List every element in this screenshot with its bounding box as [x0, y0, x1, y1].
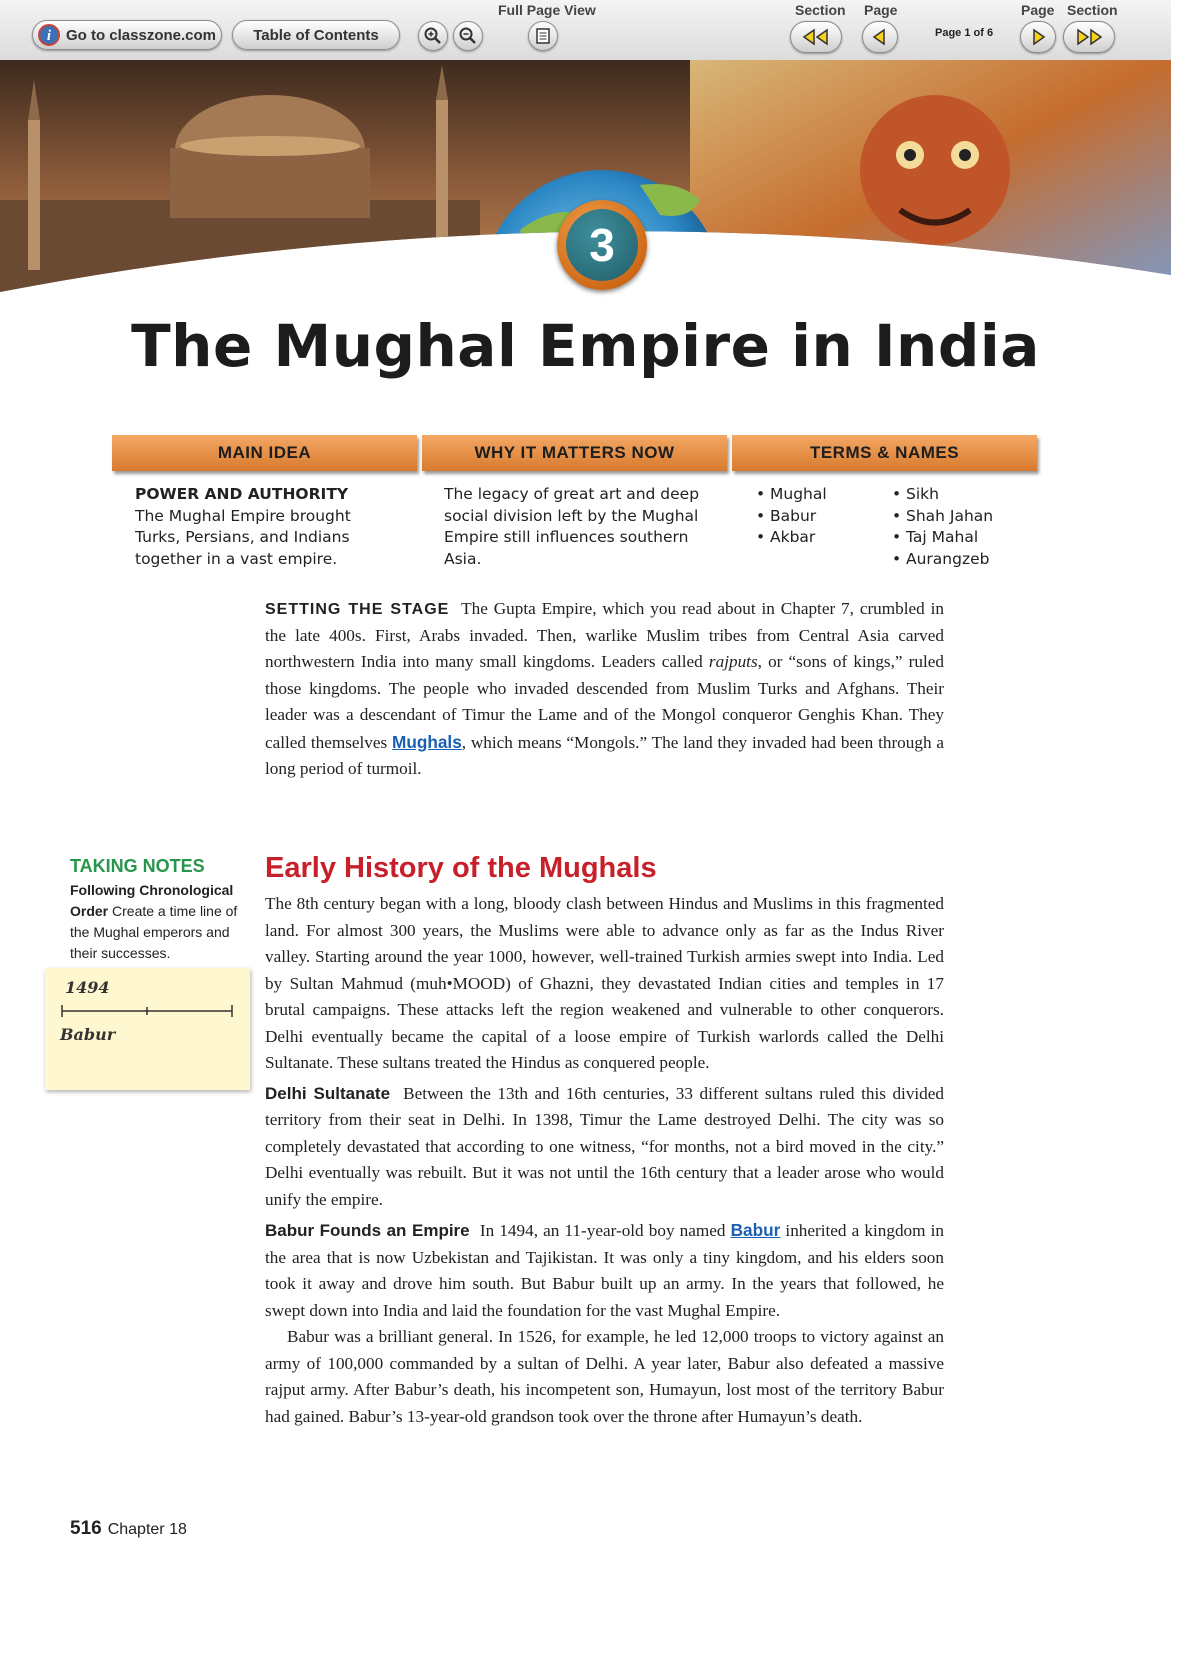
babur-link[interactable]: Babur: [730, 1220, 781, 1240]
zoom-in-icon: [423, 26, 443, 46]
page-label-right: Page: [1021, 2, 1055, 18]
page-indicator: Page 1 of 6: [935, 27, 994, 39]
page-forward-icon: [1028, 28, 1048, 46]
why-it-matters-text: The legacy of great art and deep social division left by the Mughal Empire still influences southern Asia.: [444, 485, 700, 568]
section-forward-icon: [1072, 28, 1106, 46]
babur-text2: inherited a kingdom in the area that is now Uzbekistan and Tajikistan. It was only a tiny kingdom, and his elders soon took it away and drove him south. But Babur built up an army. In the years that followed, he swept down into India and laid the foundation for the vast Mughal Empire.: [265, 1221, 944, 1320]
main-idea-header: MAIN IDEA: [112, 435, 417, 471]
section-back-icon: [799, 28, 833, 46]
chapter-number-badge: [557, 200, 647, 290]
setting-stage-part1: The Gupta Empire, which you read about in Chapter 7, crumbled in the late 400s. First, Arabs invaded. Then, warlike Muslim tribes from Central Asia carved northwestern India into many small kingdoms. Leaders called: [265, 599, 944, 671]
page-title: The Mughal Empire in India: [131, 312, 1040, 380]
delhi-sultanate-text: Between the 13th and 16th centuries, 33 different sultans ruled this divided territory from their seat in Delhi. In 1398, Timur the Lame destroyed Delhi. The city was so completely devastated that according to one witness, “for months, not a bird moved in the city.” Delhi eventually was rebuilt. But it was not until the 16th century that a leader arose who would unify the empire.: [265, 1083, 945, 1209]
main-idea-text: [135, 484, 380, 570]
babur-heading: Babur Founds an Empire: [265, 1221, 470, 1240]
page-back-icon: [870, 28, 890, 46]
timeline-note: [45, 968, 250, 1090]
babur-text1: In 1494, an 11-year-old boy named: [479, 1221, 731, 1240]
taking-notes-header: TAKING NOTES: [70, 856, 205, 876]
table-of-contents-label: Table of Contents: [253, 26, 379, 44]
taking-notes-skill: Following Chronological Order: [70, 882, 234, 919]
zoom-out-button[interactable]: [453, 21, 483, 51]
page-number: 516: [70, 1518, 102, 1539]
term-item[interactable]: • Taj Mahal: [888, 527, 1018, 549]
full-page-view-button[interactable]: [528, 21, 558, 51]
mughals-link[interactable]: Mughals: [392, 731, 462, 752]
taking-notes-instructions: Create a time line of the Mughal emperors and their successes.: [70, 903, 238, 961]
zoom-out-icon: [458, 26, 478, 46]
chapter-label: Chapter 18: [107, 1521, 187, 1538]
setting-stage-lead: SETTING THE STAGE: [265, 601, 450, 618]
main-idea-lead: POWER AND AUTHORITY: [135, 485, 349, 503]
page-label-left: Page: [864, 2, 898, 18]
taking-notes-text: [70, 880, 248, 964]
previous-page-button[interactable]: [862, 21, 898, 53]
go-to-classzone-label: Go to classzone.com: [65, 26, 217, 44]
info-icon: [38, 24, 60, 46]
reader-toolbar: [0, 0, 1171, 61]
term-item[interactable]: • Akbar: [752, 527, 882, 549]
term-item[interactable]: • Shah Jahan: [888, 506, 1018, 528]
delhi-sultanate-heading: Delhi Sultanate: [265, 1083, 391, 1103]
next-page-button[interactable]: [1020, 21, 1056, 53]
term-item[interactable]: • Babur: [752, 506, 882, 528]
table-of-contents-button[interactable]: [232, 20, 400, 50]
setting-stage-part2: , or “sons of kings,” ruled those kingdoms. The people who invaded descended from Muslim Turks and Afghans. Their leader was a descendant of Timur the Lame and of the Mongol conqueror Genghis Khan. They called themselves: [265, 652, 944, 752]
term-item[interactable]: • Sikh: [888, 484, 1018, 506]
section-label-right: Section: [1067, 2, 1118, 18]
setting-stage-part3: , which means “Mongols.” The land they invaded had been through a long period of turmoil.: [265, 732, 944, 778]
zoom-in-button[interactable]: [418, 21, 448, 51]
terms-list-col1: [752, 484, 882, 549]
section-body: [265, 891, 944, 1430]
next-section-button[interactable]: [1063, 21, 1115, 53]
main-idea-body: The Mughal Empire brought Turks, Persians, and Indians together in a vast empire.: [135, 506, 351, 568]
timeline-emperor: Babur: [60, 1025, 116, 1044]
page-footer: [70, 1518, 187, 1540]
early-history-paragraph: The 8th century began with a long, bloody clash between Hindus and Muslims in this fragmented land. For almost 300 years, the Muslims were able to advance only as far as the Indus River valley. Starting around the year 1000, however, well-trained Turkish armies swept into India. Led by Sultan Mahmud (muh•MOOD) of Ghazni, they devastated Indian cities and temples in 17 brutal campaigns. These attacks left the region weakened and vulnerable to other conquerors. Delhi eventually became the capital of a loose empire of Turkish warlords called the Delhi Sultanate. These sultans treated the Hindus as conquered people.: [265, 894, 944, 1072]
timeline-line: [60, 1003, 235, 1019]
setting-the-stage: [265, 596, 944, 783]
full-page-view-icon: [534, 27, 552, 45]
section-label-left: Section: [795, 2, 846, 18]
term-item[interactable]: • Mughal: [752, 484, 882, 506]
terms-list-col2: [888, 484, 1018, 570]
chapter-number: 3: [566, 209, 638, 281]
why-it-matters-header: WHY IT MATTERS NOW: [422, 435, 727, 471]
svg-text:i: i: [46, 28, 52, 44]
terms-names-header: TERMS & NAMES: [732, 435, 1037, 471]
timeline-year: 1494: [65, 978, 110, 997]
rajputs-term: rajputs: [708, 652, 758, 671]
go-to-classzone-button[interactable]: [32, 20, 222, 50]
section-heading: Early History of the Mughals: [265, 852, 657, 884]
full-page-view-label: Full Page View: [498, 2, 596, 18]
previous-section-button[interactable]: [790, 21, 842, 53]
babur-paragraph-2: Babur was a brilliant general. In 1526, for example, he led 12,000 troops to victory against an army of 100,000 commanded by a sultan of Delhi. A year later, Babur also defeated a massive rajput army. After Babur’s death, his incompetent son, Humayun, lost most of the territory Babur had gained. Babur’s 13-year-old grandson took over the throne after Humayun’s death.: [265, 1327, 944, 1426]
term-item[interactable]: • Aurangzeb: [888, 549, 1018, 571]
